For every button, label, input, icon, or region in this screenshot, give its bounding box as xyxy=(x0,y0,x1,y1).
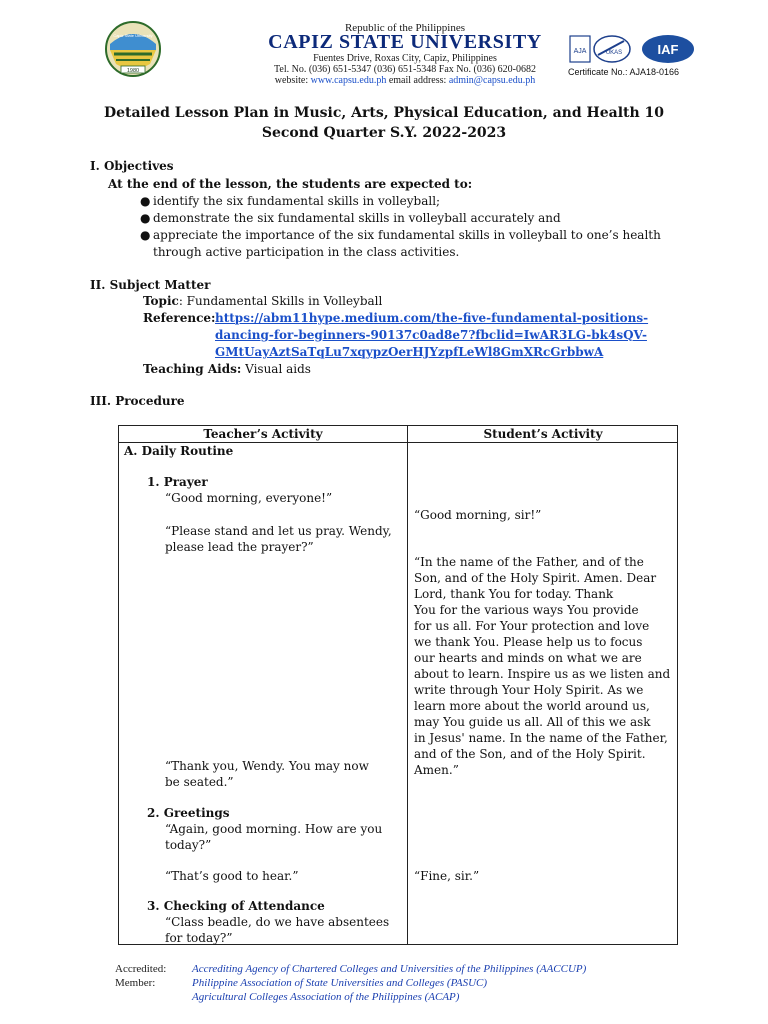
reference-label: Reference: xyxy=(143,311,216,325)
teacher-line: “That’s good to hear.” xyxy=(165,869,299,883)
republic-line: Republic of the Philippines xyxy=(344,22,466,34)
subject-matter-heading: II. Subject Matter xyxy=(90,278,211,292)
student-line: about to learn. Inspire us as we listen and xyxy=(414,667,671,681)
email-link[interactable]: admin@capsu.edu.ph xyxy=(448,75,536,86)
logo-year: 1980 xyxy=(126,68,140,74)
teaching-aids-line xyxy=(143,361,311,377)
column-header-student: Student’s Activity xyxy=(483,427,603,441)
student-line: You for the various ways You provide xyxy=(414,603,639,617)
teacher-line: today?” xyxy=(165,838,212,852)
phone-line: Tel. No. (036) 651-5347 (036) 651-5348 Fax No. (036) 620-0682 xyxy=(273,64,537,75)
teacher-line: “Good morning, everyone!” xyxy=(165,491,333,505)
member-text: Philippine Association of State Universities and Colleges (PASUC) xyxy=(192,977,488,989)
student-line: may You guide us all. All of this we ask xyxy=(414,715,651,729)
prayer-heading: 1. Prayer xyxy=(147,475,208,489)
student-line: “Fine, sir.” xyxy=(414,869,480,883)
student-line: in Jesus' name. In the name of the Father, xyxy=(414,731,668,745)
certificate-number: Certificate No.: AJA18-0166 xyxy=(568,67,680,77)
teacher-line: “Please stand and let us pray. Wendy, xyxy=(165,524,392,538)
objectives-heading: I. Objectives xyxy=(90,159,174,173)
reference-link[interactable]: https://abm11hype.medium.com/the-five-fundamental-positions- xyxy=(215,311,649,325)
student-line: “In the name of the Father, and of the xyxy=(414,555,644,569)
university-logo xyxy=(104,20,162,78)
website-link[interactable]: www.capsu.edu.ph xyxy=(310,75,387,86)
website-label: website: xyxy=(274,75,311,86)
student-line: and of the Son, and of the Holy Spirit. xyxy=(414,747,646,761)
teacher-line: “Thank you, Wendy. You may now xyxy=(165,759,369,773)
teacher-line: be seated.” xyxy=(165,775,234,789)
student-line: Lord, thank You for today. Thank xyxy=(414,587,614,601)
member-label: Member: xyxy=(115,977,156,989)
attendance-heading: 3. Checking of Attendance xyxy=(147,899,325,913)
reference-link[interactable]: dancing-for-beginners-90137c0ad8e7?fbclid=IwAR3LG-bk4sQV- xyxy=(215,328,647,342)
university-name: CAPIZ STATE UNIVERSITY xyxy=(268,31,542,53)
student-line: Son, and of the Holy Spirit. Amen. Dear xyxy=(414,571,657,585)
objective-item: ● appreciate the importance of the six fundamental skills in volleyball to one’s health xyxy=(140,228,661,242)
university-address: Fuentes Drive, Roxas City, Capiz, Philippines xyxy=(313,53,497,64)
certification-logos xyxy=(568,33,698,65)
document-subtitle: Second Quarter S.Y. 2022-2023 xyxy=(261,125,507,141)
student-line: learn more about the world around us, xyxy=(414,699,650,713)
accredited-text: Accrediting Agency of Chartered Colleges and Universities of the Philippines (AACCUP) xyxy=(192,963,587,975)
teacher-line: for today?” xyxy=(165,931,233,945)
teacher-line: “Again, good morning. How are you xyxy=(165,822,383,836)
student-line: for us all. For Your protection and love xyxy=(414,619,650,633)
teacher-line: “Class beadle, do we have absentees xyxy=(165,915,390,929)
svg-text:AJA: AJA xyxy=(573,48,587,55)
teacher-line: please lead the prayer?” xyxy=(165,540,314,554)
student-line: Amen.” xyxy=(414,763,459,777)
procedure-heading: III. Procedure xyxy=(90,394,185,408)
objective-item: ● identify the six fundamental skills in volleyball; xyxy=(140,194,441,208)
objectives-intro: At the end of the lesson, the students are expected to: xyxy=(108,177,473,191)
student-line: “Good morning, sir!” xyxy=(414,508,542,522)
student-line: we thank You. Please help us to focus xyxy=(414,635,643,649)
topic-label: Topic xyxy=(143,294,179,308)
reference-link[interactable]: GMtUayAztSaTqLu7xqypzOerHJYzpfLeWl8GmXRcGrbbwA xyxy=(215,345,604,359)
topic-value: : Fundamental Skills in Volleyball xyxy=(178,294,383,308)
teaching-aids-value: Visual aids xyxy=(241,362,311,376)
topic-line xyxy=(143,293,382,309)
procedure-table xyxy=(118,425,678,945)
greetings-heading: 2. Greetings xyxy=(147,806,230,820)
accredited-label: Accredited: xyxy=(115,963,167,975)
svg-text:IAF: IAF xyxy=(657,42,679,57)
ukas-logo-icon xyxy=(594,36,630,62)
objective-item: ● demonstrate the six fundamental skills in volleyball accurately and xyxy=(140,211,561,225)
teaching-aids-label: Teaching Aids: xyxy=(143,362,242,376)
student-line: write through Your Holy Spirit. As we xyxy=(414,683,644,697)
student-line: our hearts and minds on what we are xyxy=(414,651,642,665)
member-text: Agricultural Colleges Association of the Philippines (ACAP) xyxy=(192,991,460,1003)
logo-text: Capiz State University xyxy=(113,33,153,38)
objective-item-continued: through active participation in the class activities. xyxy=(153,245,460,259)
email-label: email address: xyxy=(386,75,449,86)
column-header-teacher: Teacher’s Activity xyxy=(203,427,323,441)
svg-text:UKAS: UKAS xyxy=(605,50,623,56)
section-daily-routine: A. Daily Routine xyxy=(124,444,234,458)
document-title: Detailed Lesson Plan in Music, Arts, Physical Education, and Health 10 xyxy=(103,105,665,121)
